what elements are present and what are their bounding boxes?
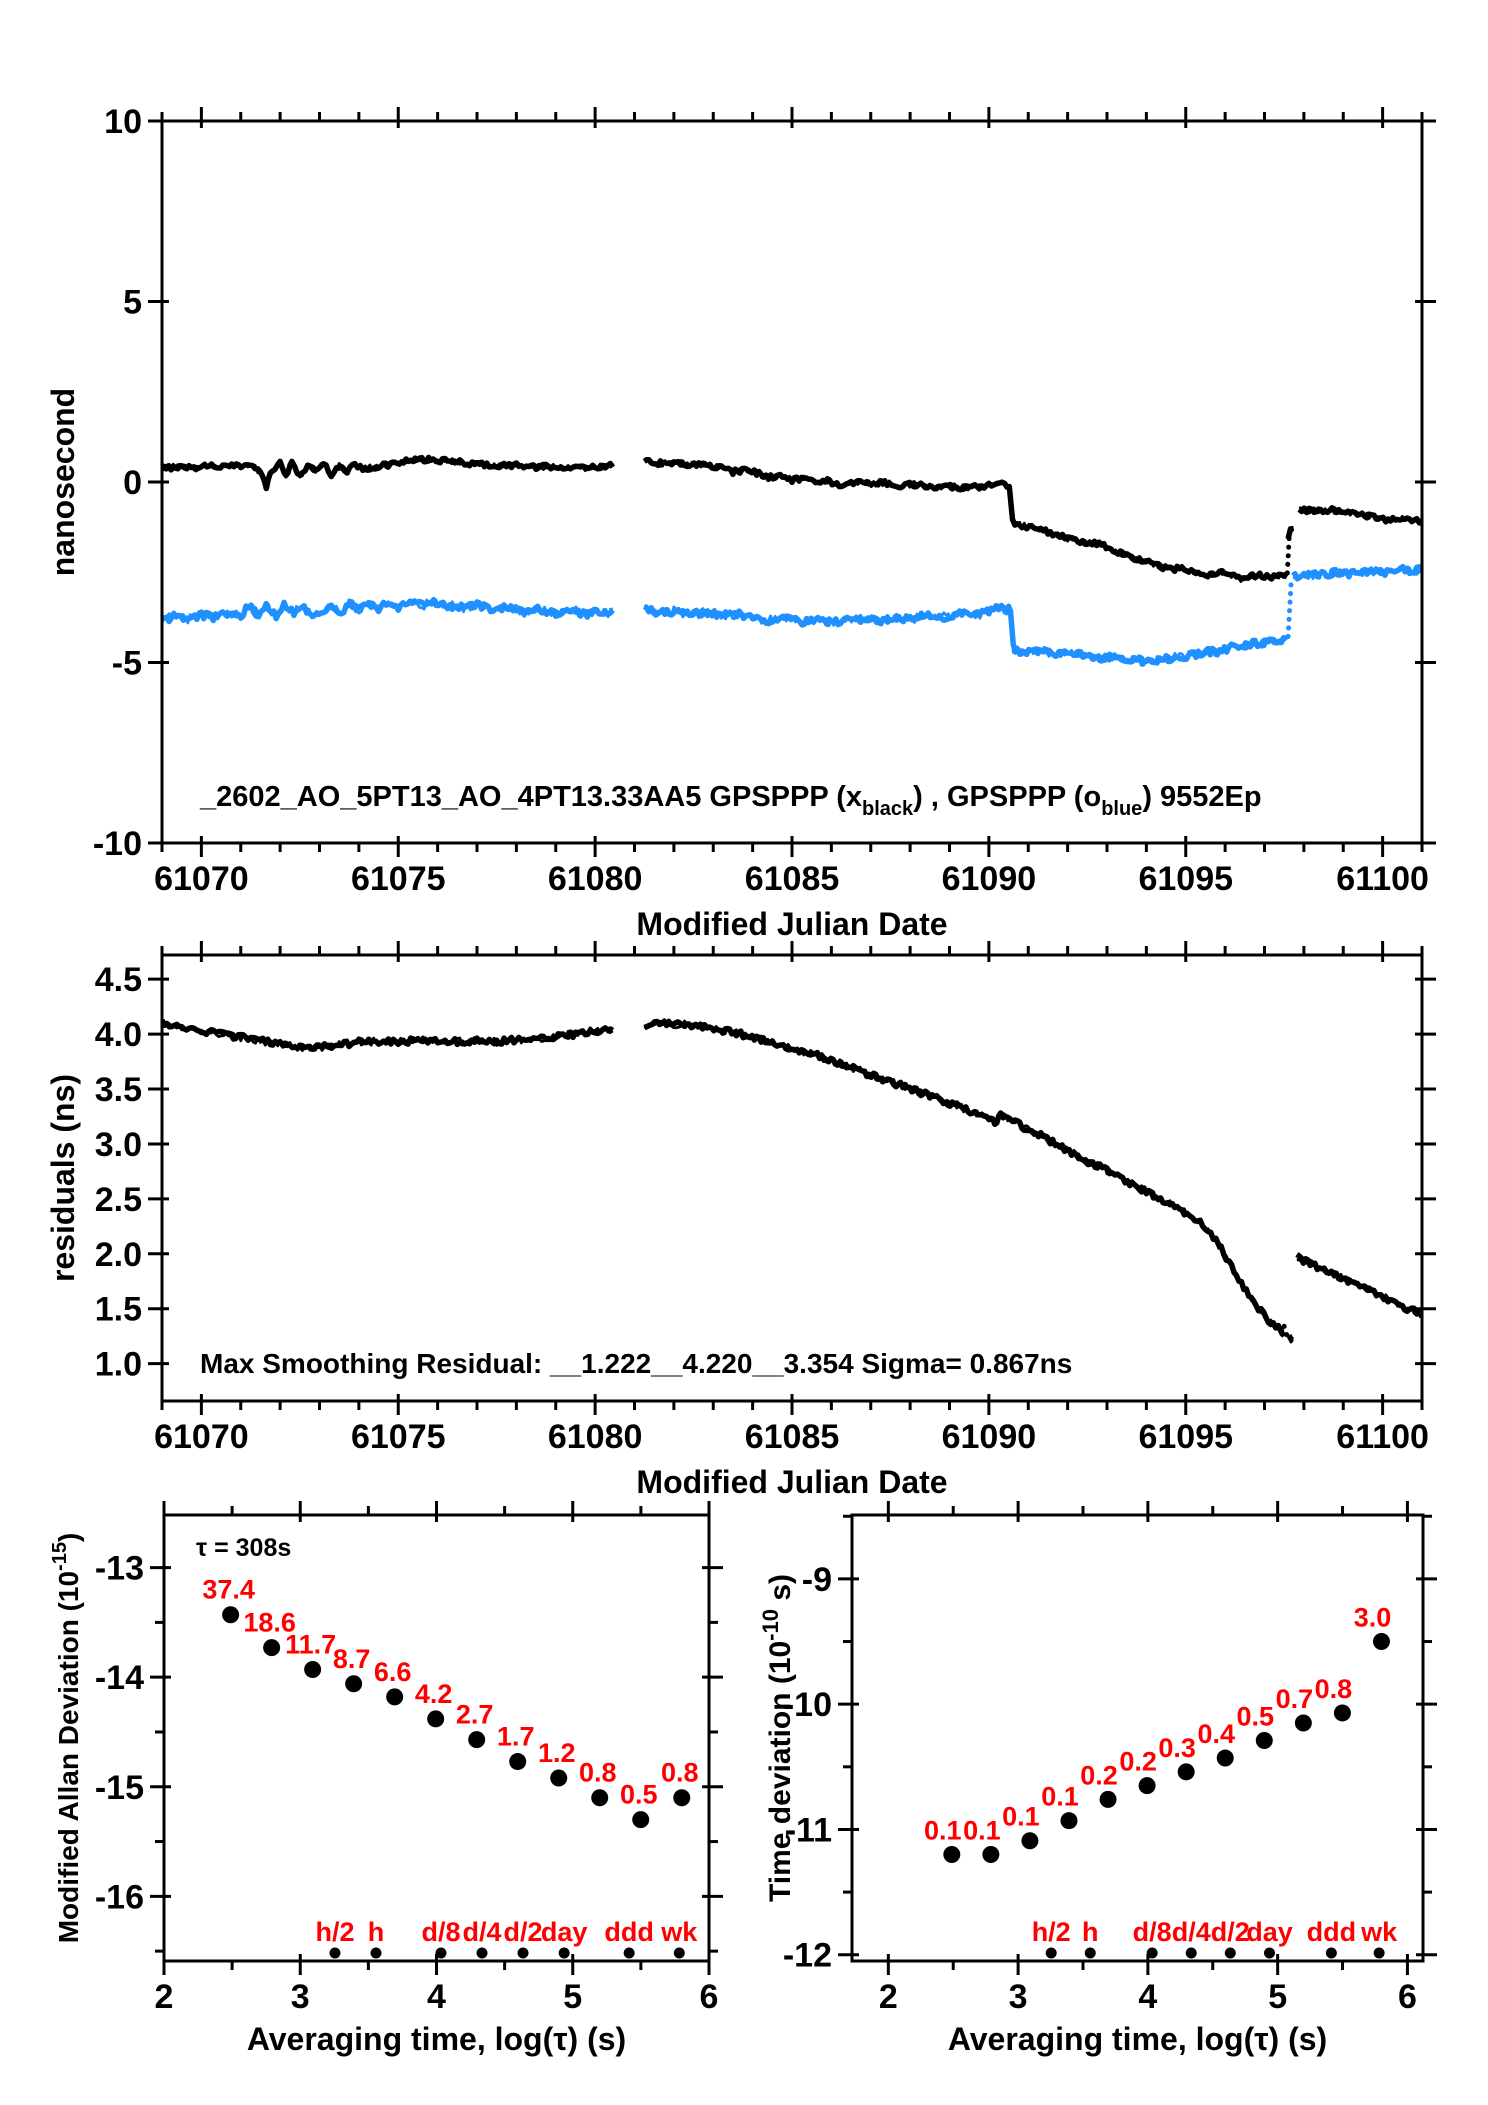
time-marker-label: day	[1246, 1917, 1293, 1947]
time-marker-dot	[435, 1948, 446, 1959]
point-value-label: 0.2	[1080, 1760, 1118, 1791]
point-value-label: 2.7	[455, 1699, 494, 1730]
y-tick-label: 2.5	[94, 1180, 142, 1219]
label-text: ) 9552Ep	[1142, 781, 1262, 813]
label-text: )	[53, 1532, 84, 1543]
x-axis-title	[636, 1464, 947, 1500]
time-marker-label: ddd	[1306, 1917, 1357, 1947]
label-text: Averaging time, log(τ) (s)	[947, 2021, 1328, 2057]
time-marker-dot	[559, 1948, 570, 1959]
point-value-label: 37.4	[202, 1574, 255, 1605]
data-point	[1256, 1732, 1273, 1749]
x-tick-label: 2	[878, 1978, 898, 2016]
time-marker-label: h/2	[1031, 1917, 1071, 1947]
point-value-label: 0.1	[924, 1815, 962, 1846]
x-axis-title	[948, 2021, 1327, 2057]
label-text: τ = 308s	[196, 1534, 292, 1562]
y-tick-label: 1.5	[94, 1290, 142, 1329]
point-value-label: 3.0	[1353, 1602, 1392, 1633]
y-tick-label: 3.0	[94, 1125, 142, 1164]
y-tick-label: -5	[111, 644, 142, 683]
point-value-label: 11.7	[285, 1629, 337, 1660]
label-text: ) , GPSPPP (o	[913, 781, 1102, 813]
point-value-label: 0.8	[1314, 1673, 1353, 1704]
y-tick-label: 5	[123, 283, 142, 322]
data-point	[673, 1789, 690, 1806]
data-point	[550, 1769, 567, 1786]
x-tick-label: 4	[427, 1978, 446, 2016]
point-value-label: 0.5	[1236, 1701, 1275, 1732]
x-tick-label: 5	[563, 1978, 583, 2016]
point-value-label: 6.6	[373, 1656, 412, 1687]
time-marker-label: wk	[661, 1917, 698, 1947]
point-value-label: 0.8	[578, 1757, 617, 1788]
point-value-label: 0.7	[1275, 1683, 1314, 1714]
y-tick-label: -10	[782, 1686, 832, 1725]
time-marker-dot	[329, 1948, 340, 1959]
x-tick-label: 61090	[941, 860, 1037, 898]
time-marker-label: h/2	[315, 1917, 355, 1947]
x-tick-label: 61085	[744, 1418, 840, 1456]
data-point	[1217, 1750, 1234, 1767]
time-marker-label: d/4	[1171, 1917, 1211, 1947]
y-tick-label: -9	[801, 1560, 832, 1599]
label-text: nanosecond	[45, 387, 81, 577]
time-marker-dot	[477, 1948, 488, 1959]
point-value-label: 0.3	[1158, 1732, 1196, 1763]
data-point	[468, 1731, 485, 1748]
data-point	[1021, 1832, 1038, 1849]
time-marker-dot	[371, 1948, 382, 1959]
time-marker-dot	[1326, 1948, 1337, 1959]
time-marker-dot	[1147, 1948, 1158, 1959]
point-value-label: 0.1	[1002, 1801, 1040, 1832]
y-tick-label: 1.0	[94, 1345, 142, 1384]
point-value-label: 1.7	[496, 1721, 535, 1752]
y-tick-label: 4.0	[94, 1016, 142, 1055]
x-tick-label: 61085	[744, 860, 840, 898]
data-point	[386, 1688, 403, 1705]
x-tick-label: 6	[699, 1978, 719, 2016]
time-marker-dot	[674, 1948, 685, 1959]
label-text: Averaging time, log(τ) (s)	[246, 2021, 627, 2057]
x-tick-label: 3	[290, 1978, 310, 2016]
time-marker-label: d/4	[462, 1917, 502, 1947]
x-tick-label: 61095	[1138, 1418, 1234, 1456]
label-text: Modified Julian Date	[636, 906, 948, 942]
point-value-label: 0.2	[1119, 1746, 1157, 1777]
x-tick-label: 61080	[547, 1418, 643, 1456]
y-tick-label: 3.5	[94, 1071, 142, 1110]
y-tick-label: 4.5	[94, 961, 142, 1000]
x-tick-label: 61100	[1336, 860, 1429, 898]
y-tick-label: -14	[94, 1659, 144, 1698]
x-tick-label: 3	[1008, 1978, 1028, 2016]
x-tick-label: 61075	[350, 1418, 446, 1456]
time-marker-dot	[1186, 1948, 1197, 1959]
data-point	[632, 1811, 649, 1828]
point-value-label: 0.4	[1197, 1719, 1235, 1750]
data-point	[591, 1789, 608, 1806]
point-value-label: 0.1	[1041, 1781, 1079, 1812]
x-tick-label: 2	[154, 1978, 174, 2016]
time-marker-dot	[518, 1948, 529, 1959]
time-marker-label: day	[540, 1917, 588, 1947]
time-marker-dot	[1225, 1948, 1236, 1959]
point-value-label: 0.8	[660, 1757, 699, 1788]
y-tick-label: -11	[784, 1811, 832, 1850]
point-value-label: 1.2	[537, 1737, 576, 1768]
label-text: Modified Julian Date	[636, 1464, 948, 1500]
point-value-label: 0.5	[619, 1779, 658, 1810]
x-tick-label: 61075	[350, 860, 446, 898]
y-tick-label: -10	[92, 825, 142, 863]
data-point	[1295, 1714, 1312, 1731]
label-text: s)	[764, 1573, 797, 1610]
point-value-label: 4.2	[414, 1678, 453, 1709]
x-axis-title	[636, 906, 947, 942]
x-axis-title	[247, 2021, 626, 2057]
point-value-label: 8.7	[332, 1643, 371, 1674]
y-tick-label: 0	[123, 464, 142, 502]
x-tick-label: 5	[1268, 1978, 1288, 2016]
time-marker-label: d/2	[1210, 1917, 1250, 1947]
data-point	[222, 1606, 239, 1623]
superscript-text: -15	[49, 1542, 71, 1571]
label-text: Modified Allan Deviation (10	[53, 1570, 84, 1944]
x-tick-label: 61095	[1138, 860, 1234, 898]
time-marker-label: d/8	[421, 1917, 461, 1947]
y-tick-label: -16	[94, 1878, 144, 1917]
subscript-text: black	[862, 798, 914, 820]
point-value-label: 18.6	[243, 1607, 296, 1638]
panel-annotation	[200, 1348, 1072, 1379]
y-tick-label: -15	[94, 1768, 144, 1807]
time-marker-label: h	[1082, 1917, 1099, 1947]
time-marker-dot	[624, 1948, 635, 1959]
x-tick-label: 6	[1397, 1978, 1417, 2016]
point-value-label: 0.1	[963, 1815, 1001, 1846]
x-tick-label: 61070	[154, 860, 249, 898]
data-point	[1139, 1777, 1156, 1794]
data-point	[304, 1661, 321, 1678]
y-axis-title	[49, 1533, 84, 1944]
time-marker-label: wk	[1361, 1917, 1398, 1947]
label-text: residuals (ns)	[45, 1073, 81, 1283]
data-point	[1060, 1812, 1077, 1829]
time-marker-label: h	[367, 1917, 385, 1947]
data-point	[943, 1846, 960, 1863]
time-marker-dot	[1374, 1948, 1385, 1959]
y-axis-title	[45, 388, 81, 576]
data-point	[509, 1753, 526, 1770]
label-text: Time deviation (10	[764, 1640, 797, 1903]
x-tick-label: 4	[1138, 1978, 1158, 2016]
y-tick-label: 2.0	[94, 1235, 142, 1274]
y-tick-label: -13	[94, 1549, 144, 1588]
superscript-text: -10	[758, 1609, 783, 1641]
data-point	[427, 1710, 444, 1727]
data-point	[1178, 1763, 1195, 1780]
label-text: _2602_AO_5PT13_AO_4PT13.33AA5 GPSPPP (x	[200, 781, 863, 813]
data-point	[345, 1675, 362, 1692]
time-marker-label: ddd	[604, 1917, 654, 1947]
data-point	[263, 1639, 280, 1656]
subscript-text: blue	[1101, 798, 1143, 820]
x-tick-label: 61070	[154, 1418, 249, 1456]
data-point	[1373, 1633, 1390, 1650]
tau-annotation	[196, 1534, 291, 1562]
y-axis-title	[45, 1074, 81, 1282]
x-tick-label: 61090	[941, 1418, 1037, 1456]
x-tick-label: 61080	[547, 860, 643, 898]
time-marker-dot	[1264, 1948, 1275, 1959]
data-point	[1100, 1791, 1117, 1808]
time-marker-dot	[1046, 1948, 1057, 1959]
data-point	[982, 1846, 999, 1863]
y-tick-label: 10	[104, 103, 142, 141]
time-marker-label: d/8	[1132, 1917, 1172, 1947]
y-tick-label: -12	[782, 1936, 832, 1975]
data-point	[1334, 1704, 1351, 1721]
x-tick-label: 61100	[1336, 1418, 1429, 1456]
label-text: Max Smoothing Residual: __1.222__4.220__3.354 Sigma= 0.867ns	[200, 1348, 1073, 1379]
time-marker-label: d/2	[503, 1917, 543, 1947]
time-marker-dot	[1085, 1948, 1096, 1959]
